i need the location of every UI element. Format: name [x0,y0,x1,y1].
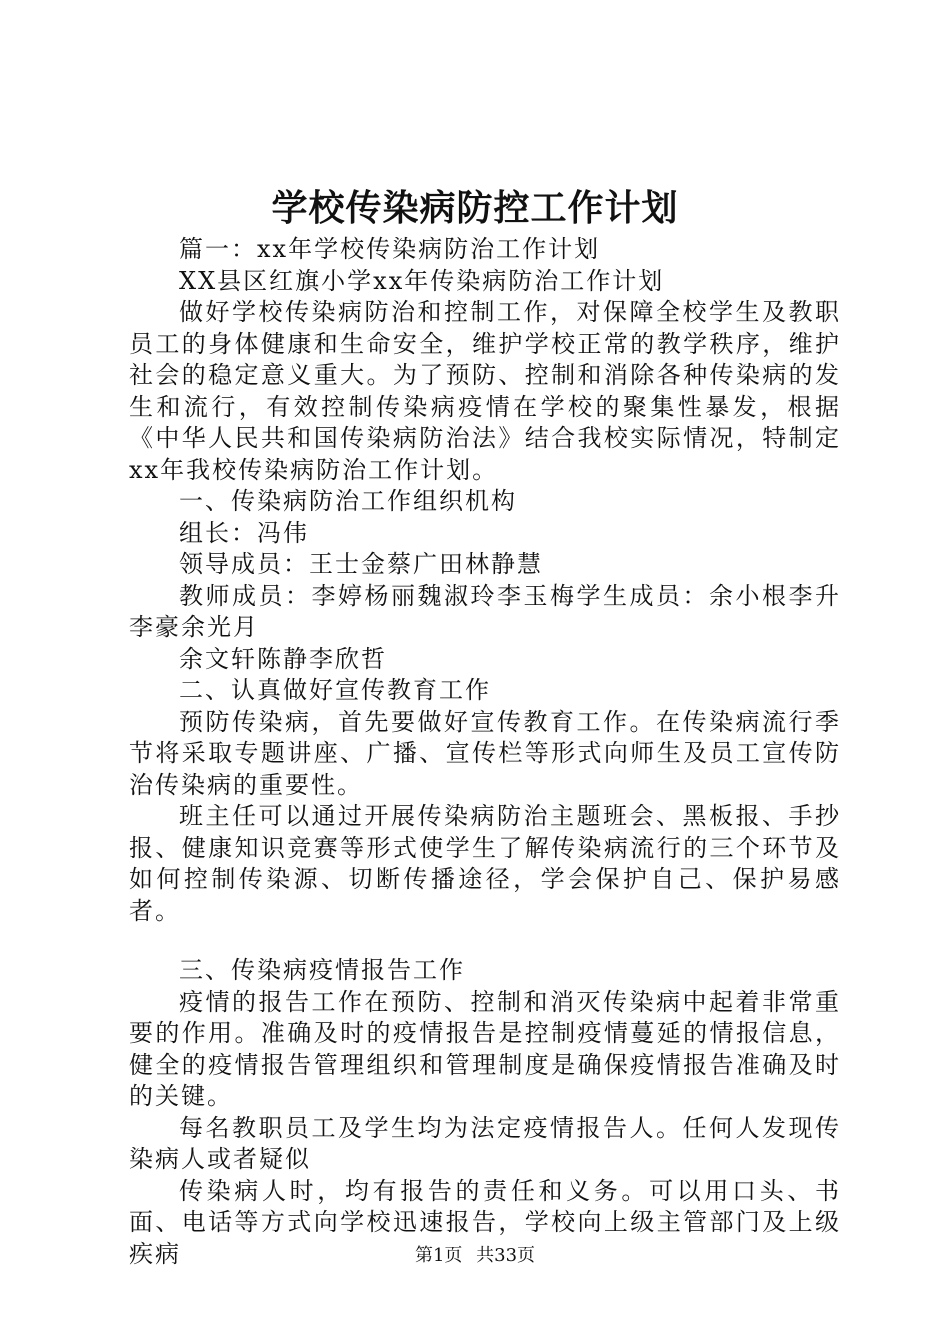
paragraph-publicity: 预防传染病，首先要做好宣传教育工作。在传染病流行季节将采取专题讲座、广播、宣传栏等形式向师生及员工宣传防治传染病的重要性。 [129,707,841,799]
paragraph-reporting: 疫情的报告工作在预防、控制和消灭传染病中起着非常重要的作用。准确及时的疫情报告是控制疫情蔓延的情报信息，健全的疫情报告管理组织和管理制度是确保疫情报告准确及时的关键。 [129,987,841,1110]
paragraph-leader: 组长：冯伟 [179,518,309,547]
paragraph-class-teacher: 班主任可以通过开展传染病防治主题班会、黑板报、手抄报、健康知识竞赛等形式使学生了解传染病流行的三个环节及如何控制传染源、切断传播途径，学会保护自己、保护易感者。 [129,802,841,925]
document-title: 学校传染病防控工作计划 [271,187,679,229]
page-footer [0,1241,950,1267]
page-total: 共33页 [476,1245,536,1266]
heading-section-3: 三、传染病疫情报告工作 [179,956,465,984]
heading-section-2: 二、认真做好宣传教育工作 [179,676,491,704]
paragraph-plan-name: XX县区红旗小学xx年传染病防治工作计划 [179,266,665,295]
paragraph-reporters: 每名教职员工及学生均为法定疫情报告人。任何人发现传染病人或者疑似 [129,1113,841,1173]
paragraph-subtitle: 篇一：xx年学校传染病防治工作计划 [179,235,601,263]
paragraph-student-members: 余文轩陈静李欣哲 [179,644,387,673]
page-number: 第1页 [414,1245,463,1266]
paragraph-leadership-members: 领导成员：王士金蔡广田林静慧 [179,550,543,578]
document-body [129,234,841,1270]
heading-section-1: 一、传染病防治工作组织机构 [179,487,517,515]
paragraph-intro: 做好学校传染病防治和控制工作，对保障全校学生及教职员工的身体健康和生命安全，维护学校正常的教学秩序，维护社会的稳定意义重大。为了预防、控制和消除各种传染病的发生和流行，有效控制传染病疫情在学校的聚集性暴发，根据《中华人民共和国传染病防治法》结合我校实际情况，特制定xx年我校传染病防治工作计划。 [129,298,841,484]
paragraph-teacher-members: 教师成员：李婷杨丽魏淑玲李玉梅学生成员：余小根李升李豪余光月 [129,581,841,641]
paragraph-report-duty: 传染病人时，均有报告的责任和义务。可以用口头、书面、电话等方式向学校迅速报告，学校向上级主管部门及上级疾病 [129,1176,841,1268]
paragraph-spacer [129,927,841,955]
